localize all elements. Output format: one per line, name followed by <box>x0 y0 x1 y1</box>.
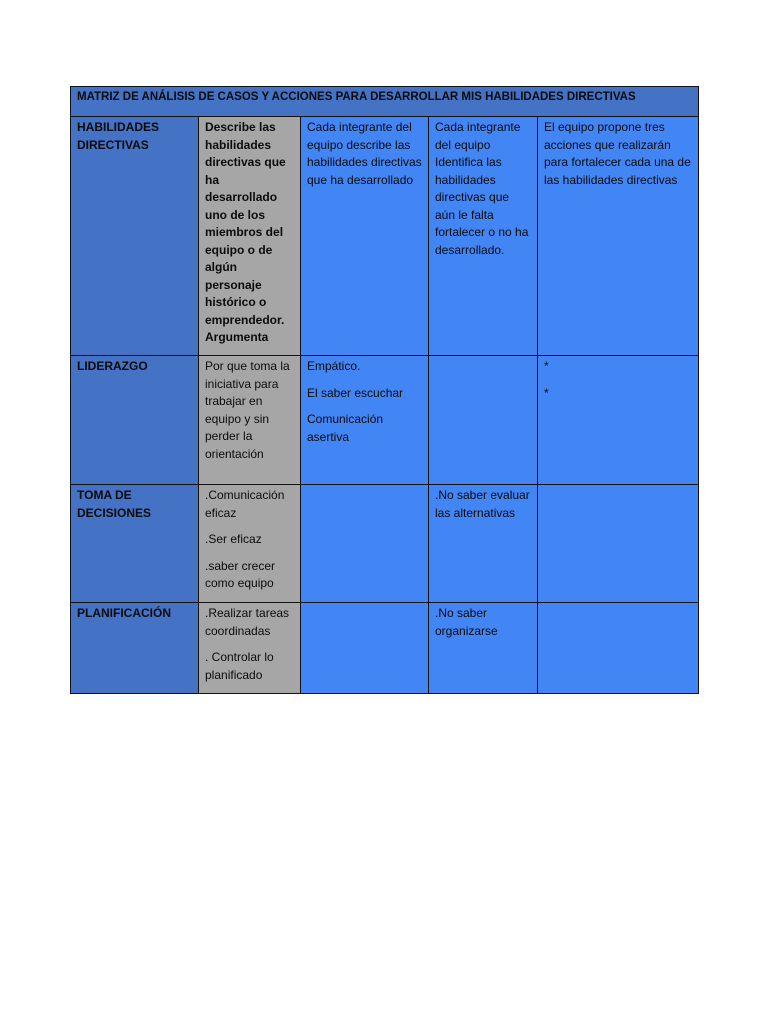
cell-plan-integrante <box>301 603 429 694</box>
cell-text: El saber escuchar <box>307 385 404 400</box>
row-label-liderazgo: LIDERAZGO <box>71 356 199 485</box>
cell-text: .Comunicación eficaz <box>205 488 285 520</box>
cell-text: . Controlar lo planificado <box>205 650 274 682</box>
cell-text: Comunicación asertiva <box>307 412 384 444</box>
cell-text: .No saber evaluar las alternativas <box>435 488 530 520</box>
habilidades-matrix-table <box>70 86 699 694</box>
cell-text: .saber crecer como equipo <box>205 558 276 590</box>
cell-plan-identifica <box>429 603 538 694</box>
cell-liderazgo-identifica <box>429 356 538 485</box>
cell-plan-acciones <box>538 603 699 694</box>
cell-toma-identifica <box>429 485 538 603</box>
cell-toma-integrante <box>301 485 429 603</box>
cell-text: * <box>544 385 549 400</box>
cell-text: Empático. <box>307 359 361 373</box>
cell-plan-describe <box>199 603 301 694</box>
table-title-row <box>71 87 699 117</box>
table-title: MATRIZ DE ANÁLISIS DE CASOS Y ACCIONES PARA DESARROLLAR MIS HABILIDADES DIRECTIVAS <box>71 87 699 117</box>
table-row <box>71 485 699 603</box>
table-header-row <box>71 117 699 356</box>
cell-toma-acciones <box>538 485 699 603</box>
header-describe: Describe las habilidades directivas que ha desarrollado uno de los miembros del equipo o de algún personaje histórico o emprendedor. Argumenta <box>199 117 301 356</box>
cell-liderazgo-acciones <box>538 356 699 485</box>
row-label-planificacion: PLANIFICACIÓN <box>71 603 199 694</box>
header-cada-integrante-identifica: Cada integrante del equipo Identifica las habilidades directivas que aún le falta fortalecer o no ha desarrollado. <box>429 117 538 356</box>
cell-text: .No saber organizarse <box>435 606 498 638</box>
cell-text: .Realizar tareas coordinadas <box>205 606 290 638</box>
header-equipo-propone: El equipo propone tres acciones que realizarán para fortalecer cada una de las habilidades directivas <box>538 117 699 356</box>
header-cada-integrante-describe: Cada integrante del equipo describe las habilidades directivas que ha desarrollado <box>301 117 429 356</box>
cell-liderazgo-integrante <box>301 356 429 485</box>
row-label-toma-de-decisiones: TOMA DE DECISIONES <box>71 485 199 603</box>
table-row <box>71 603 699 694</box>
cell-text: Por que toma la iniciativa para trabajar en equipo y sin perder la orientación <box>205 359 290 461</box>
table-row <box>71 356 699 485</box>
cell-liderazgo-describe <box>199 356 301 485</box>
cell-toma-describe <box>199 485 301 603</box>
cell-text: .Ser eficaz <box>205 532 262 546</box>
cell-text: * <box>544 359 549 373</box>
header-habilidades: HABILIDADES DIRECTIVAS <box>71 117 199 356</box>
